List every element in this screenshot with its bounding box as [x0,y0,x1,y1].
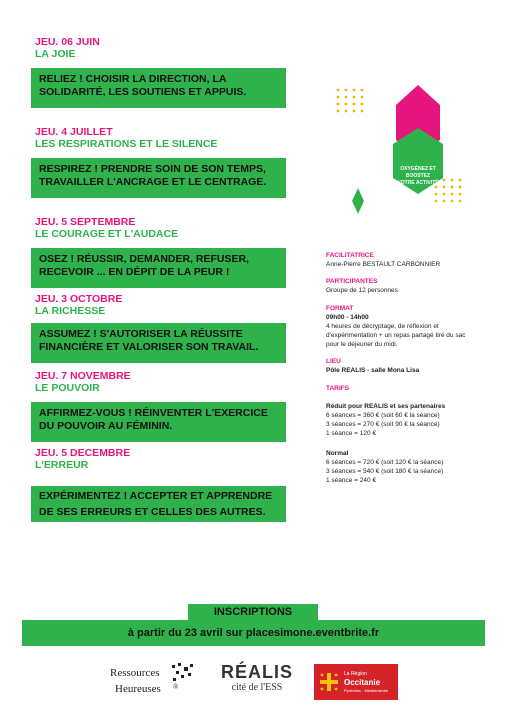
tarif-line: 3 séances = 540 € (soit 180 € la séance) [326,468,444,475]
realis-wordmark: RÉALIS [220,662,293,682]
tarif-line: 3 séances = 270 € (soit 90 € la séance) [326,421,440,428]
region-line: Pyrénées · Méditerranée [344,688,389,693]
session-text-line: RESPIREZ ! PRENDRE SOIN DE SON TEMPS, [39,163,266,175]
session-theme: LE POUVOIR [35,382,100,394]
tarif-line: 6 séances = 720 € (soit 120 € la séance) [326,459,444,466]
session-date: JEU. 4 JUILLET [35,126,113,138]
logo-line: Heureuses [115,683,161,695]
participantes-label: PARTICIPANTES [326,278,378,285]
session-box [31,323,286,363]
session-text-line: RECEVOIR ... EN DÉPIT DE LA PEUR ! [39,266,230,278]
session-text-line: AFFIRMEZ-VOUS ! RÉINVENTER L'EXERCICE [39,407,268,419]
hexagon-text-line: VOTRE ACTIVITÉ [397,180,439,186]
tarif-line: 6 séances = 360 € (soit 60 € la séance) [326,412,440,419]
session-theme: LA JOIE [35,48,76,60]
session-text-line: TRAVAILLER L'ANCRAGE ET LE CENTRAGE. [39,176,267,188]
ressources-heureuses-logo [110,661,200,701]
hexagon-graphic [328,80,478,230]
session-date: JEU. 5 DECEMBRE [35,447,131,459]
hexagon-text-line: OXYGÉNEZ ET [400,166,436,172]
tarif-line: 1 séance = 120 € [326,430,377,437]
session-text-line: OSEZ ! RÉUSSIR, DEMANDER, REFUSER, [39,253,250,265]
info-column [326,252,496,485]
lieu-label: LIEU [326,358,341,365]
region-occitanie-logo [314,664,398,700]
format-line: d'expérimentation + un repas partagé tiré du sac [326,332,466,339]
format-line: 4 heures de décryptage, de réflexion et [326,323,439,330]
session-date: JEU. 5 SEPTEMBRE [35,216,136,228]
realis-logo [217,662,297,694]
registered-mark: ® [173,683,179,691]
tarif-normal-title: Normal [326,450,349,457]
facilitatrice-label: FACILITATRICE [326,252,374,259]
session-theme: L'ERREUR [35,459,89,471]
inscriptions-link[interactable]: à partir du 23 avril sur placesimone.eventbrite.fr [22,620,485,646]
session-text-line: EXPÉRIMENTEZ ! ACCEPTER ET APPRENDRE [39,490,273,502]
session-box [31,158,286,198]
tarifs-label: TARIFS [326,385,349,392]
green-diamond [352,188,364,214]
session-date: JEU. 06 JUIN [35,36,100,48]
session-theme: LE COURAGE ET L'AUDACE [35,228,179,240]
scatter-squares-icon [170,661,196,687]
realis-subtitle: cité de l'ESS [231,682,283,693]
session-theme: LA RICHESSE [35,305,106,317]
hexagon-text [393,166,443,187]
hexagon-text-line: BOOSTEZ [405,173,431,179]
session-text-line: DU POUVOIR AU FÉMININ. [39,420,173,432]
tarif-reduit-title: Réduit pour REALIS et ses partenaires [326,403,446,410]
session-box [31,486,286,522]
session-text-line: DE SES ERREURS ET CELLES DES AUTRES. [39,506,266,518]
lieu-value: Pôle REALIS - salle Mona Lisa [326,367,420,374]
session-text-line: SOLIDARITÉ, LES SOUTIENS ET APPUIS. [39,86,247,98]
session-text-line: FINANCIÈRE ET VALORISER SON TRAVAIL. [39,341,259,353]
format-label: FORMAT [326,305,354,312]
tarif-line: 1 séance = 240 € [326,477,377,484]
inscriptions-title: INSCRIPTIONS [188,604,318,620]
logo-line: Ressources [110,667,160,679]
facilitatrice-value: Anne-Pierre BESTAULT CARBONNIER [326,261,441,268]
region-name: Occitanie [344,678,381,687]
session-box [31,402,286,442]
session-theme: LES RESPIRATIONS ET LE SILENCE [35,138,218,150]
yellow-dot-grid-left [337,89,364,113]
participantes-value: Groupe de 12 personnes [326,287,398,294]
session-text-line: ASSUMEZ ! S'AUTORISER LA RÉUSSITE [39,328,243,340]
occitan-cross-icon [319,672,339,692]
session-date: JEU. 7 NOVEMBRE [35,370,131,382]
format-line: pour le déjeuner du midi. [326,341,398,348]
format-time: 09h00 - 14h00 [326,314,369,321]
region-line: La Région [344,671,367,677]
session-date: JEU. 3 OCTOBRE [35,293,123,305]
session-box [31,68,286,108]
session-box [31,248,286,288]
session-text-line: RELIEZ ! CHOISIR LA DIRECTION, LA [39,73,227,85]
